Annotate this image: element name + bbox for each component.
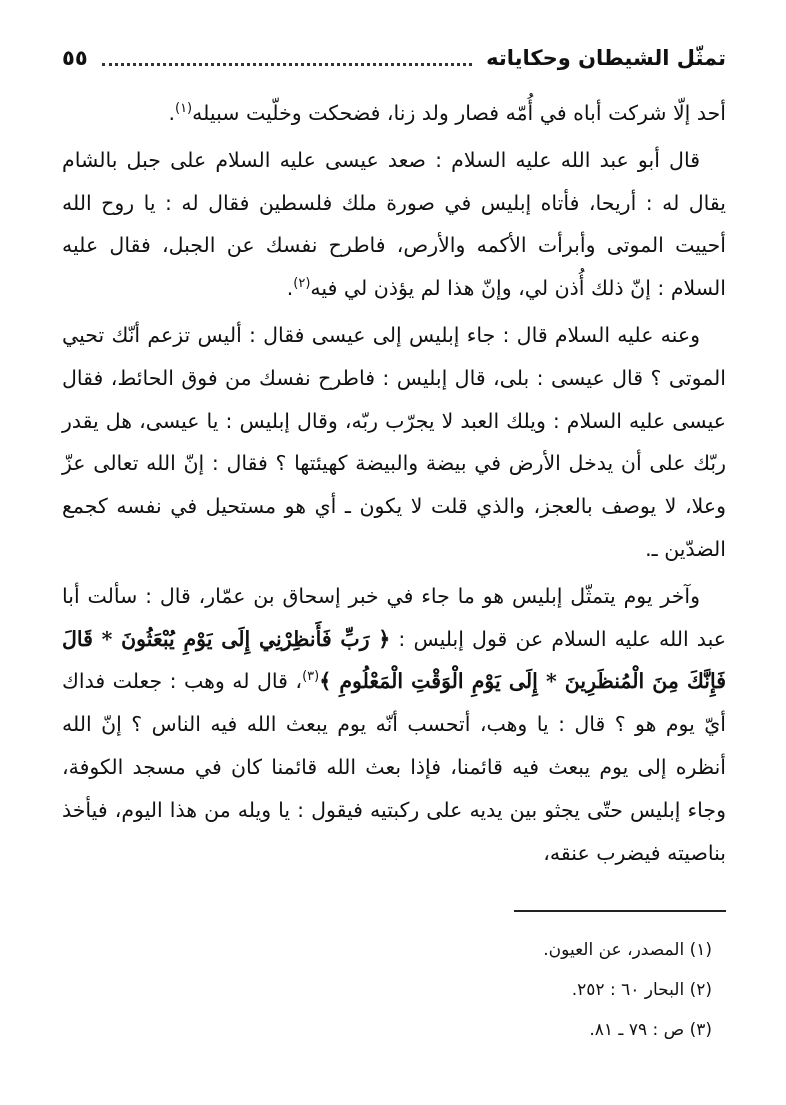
footnote-1: (١) المصدر، عن العيون. xyxy=(543,940,712,960)
paragraph-text: وعنه عليه السلام قال : جاء إبليس إلى عيسى فقال : أليس تزعم أنّك تحيي الموتى ؟ قال عيسى : بلى، قال إبليس : فاطرح نفسك من فوق الحائط، فقال عيسى عليه السلام : ويلك العبد لا يجرّب ربّه، وقال إبليس : يا عيسى، هل يقدر ربّك على أن يدخل الأرض في بيضة والبيضة كهيئتها ؟ فقال : إنّ الله تعالى عزّ وعلا، لا يوصف بالعجز، والذي قلت لا يكون ـ أي هو مستحيل في نفسه كجمع الضدّين ـ. xyxy=(62,322,726,561)
footnote-ref-2: (٢) xyxy=(293,276,311,292)
paragraph-2 xyxy=(62,139,726,310)
footnote-ref-3: (٣) xyxy=(302,669,320,685)
footnote-2: (٢) البحار ٦٠ : ٢٥٢. xyxy=(571,980,712,1000)
running-title: تمثّل الشيطان وحكاياته xyxy=(486,46,726,70)
footnotes xyxy=(62,930,726,1050)
page-number: ٥٥ xyxy=(62,46,88,70)
paragraph-text-before: وآخر يوم يتمثّل إبليس هو ما جاء في خبر إسحاق بن عمّار، قال : سألت أبا عبد الله عليه السلام عن قول إبليس : xyxy=(62,583,726,651)
quran-verse: ﴿ رَبِّ فَأَنظِرْنِي إِلَى يَوْمِ يُبْعَثُونَ * قَالَ فَإِنَّكَ مِنَ الْمُنظَرِينَ * إِلَى يَوْمِ الْوَقْتِ الْمَعْلُومِ ﴾ xyxy=(62,626,726,694)
paragraph-text: قال أبو عبد الله عليه السلام : صعد عيسى عليه السلام على جبل بالشام يقال له : أريحا، فأتاه إبليس في صورة ملك فلسطين فقال له : يا روح الله أحييت الموتى وأبرأت الأكمه والأرص، فاطرح نفسك عن الجبل، فقال عليه السلام : إنّ ذلك أُذن لي، وإنّ هذا لم يؤذن لي فيه xyxy=(62,147,726,301)
footnote-ref-1: (١) xyxy=(174,101,193,117)
footnote-divider xyxy=(514,910,726,912)
paragraph-1 xyxy=(62,92,726,135)
page-header xyxy=(62,38,726,78)
body-text xyxy=(62,92,726,874)
paragraph-text-after: ، قال له وهب : جعلت فداك أيّ يوم هو ؟ قال : يا وهب، أتحسب أنّه يوم يبعث الله فيه الناس ؟ إنّ الله أنظره إلى يوم يبعث فيه قائمنا، فإذا بعث الله قائمنا كان في مسجد الكوفة، وجاء إبليس حتّى يجثو بين يديه على ركبتيه فيقول : يا ويله من هذا اليوم، فيأخذ بناصيته فيضرب عنقه، xyxy=(62,669,726,865)
footnote-3: (٣) ص : ٧٩ ـ ٨١. xyxy=(589,1020,712,1040)
paragraph-end: . xyxy=(286,276,294,301)
paragraph-text: أحد إلّا شركت أباه في أُمّه فصار ولد زنا، فضحكت وخلّيت سبيله xyxy=(192,101,726,125)
paragraph-end: . xyxy=(168,101,175,125)
paragraph-4 xyxy=(62,575,726,875)
book-page xyxy=(62,38,726,1078)
paragraph-3 xyxy=(62,314,726,571)
leader-dots xyxy=(102,63,472,66)
